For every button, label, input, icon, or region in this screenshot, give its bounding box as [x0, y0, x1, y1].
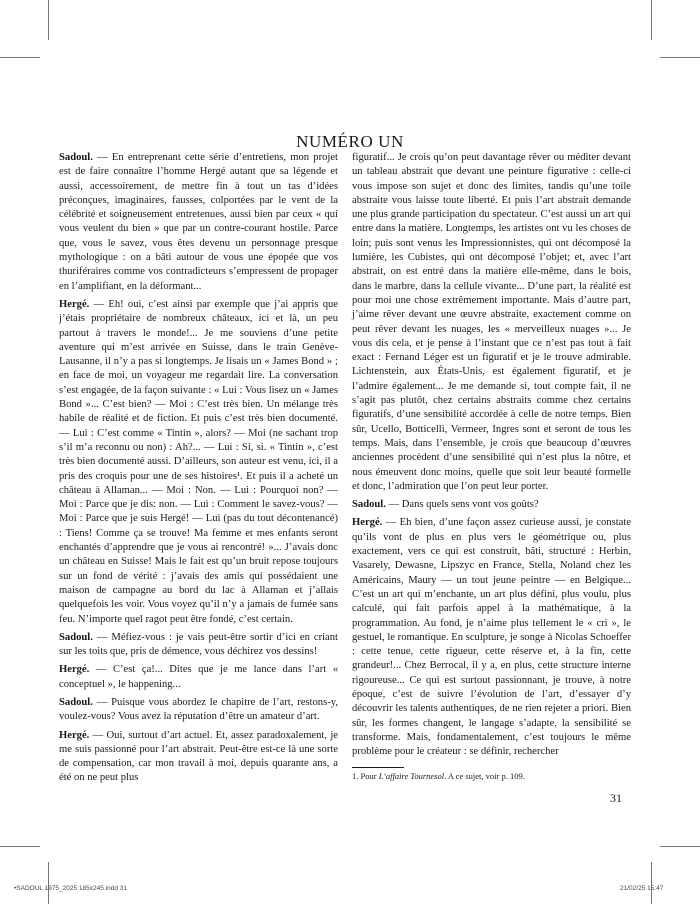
print-slug-file: •SADOUL 1975_2025 185x245.indd 31: [14, 885, 127, 892]
paragraph: [59, 298, 338, 627]
paragraph-text: — Méfiez-vous : je vais peut-être sortir d’ici en criant sur les toits que, pris de démence, vous déchirez vos dessins!: [59, 631, 338, 658]
paragraph-text: — C’est ça!... Dites que je me lance dans l’art « conceptuel », le happening...: [59, 664, 338, 690]
speaker-name: Hergé.: [59, 664, 90, 676]
page-title: NUMÉRO UN: [296, 132, 404, 152]
paragraph: [59, 696, 338, 725]
paragraph-text: — En entreprenant cette série d’entretiens, mon projet est de faire connaître l’homme Hergé autant que sa légende et aussi, accessoirement, de mettre fin à tout un tas d’idées préconçues, imaginaires, fausses, colportées par le vent de la célébrité et soigneusement entretenues, aussi bien par ceux « qui vous veulent du bien » que par un contre-courant hostile. Parce que, vous le savez, vous êtes devenu un personnage presque mythologique : on a bâti autour de vous une épopée que vos thuriféraires comme vos contradicteurs s’empressent de propager en l’amplifiant, en la déformant...: [59, 152, 338, 292]
paragraph-text: — Oui, surtout d’art actuel. Et, assez paradoxalement, je me suis passionné pour l’art abstrait. Peut-être est-ce là une sorte de compensation, car mon travail à moi, depuis quarante ans, a été on ne peut plus: [59, 729, 338, 784]
footnote-text-after: . A ce sujet, voir p. 109.: [444, 771, 525, 781]
left-column: [59, 151, 338, 790]
page-number: 31: [610, 791, 622, 805]
paragraph: [59, 729, 338, 786]
crop-mark: [0, 846, 40, 847]
paragraph: [59, 663, 338, 692]
footnote-rule: [352, 767, 404, 768]
speaker-name: Sadoul.: [59, 696, 93, 708]
footnote-text: Pour: [358, 771, 379, 781]
crop-mark: [0, 57, 40, 58]
paragraph-text: figuratif... Je crois qu’on peut davantage rêver ou méditer devant un tableau abstrait que devant une peinture figurative : celle-ci vous impose son sujet et donc des limites, tandis qu’une toile abstraite vous laisse toute liberté. Et puis l’art abstrait demande une plus grande participation du spectateur. C’est aussi un art qui entre dans la matière. Longtemps, les artistes ont vu les choses de loin; puis sont venus les Impressionnistes, qui ont décomposé la lumière, les Cubistes, qui ont décomposé l’objet; et, avec l’art abstrait, on est entré dans la matière elle-même, dans le bois, dans le marbre, dans la cellule vivante... D’une part, la réalité est pour moi une chose extrêmement importante. Mais d’autre part, j’aime rêver devant une œuvre abstraite, exactement comme on peut rêver devant les nuages, les « merveilleux nuages »... Je vous dis cela, et je pense à l’instant que ce n’est pas tout à fait exact : Fernand Léger est un figuratif et je le trouve admirable. Lichtenstein, aux États-Unis, est également figuratif, et je l’admire également... Je me demande si, tout compte fait, il ne s’agit pas plutôt, chez certains abstraits comme chez certains figuratifs, d’une sensibilité accordée à celle de notre temps. Bien sûr, Ucello, Botticelli, Vermeer, Ingres sont et seront de tous les temps. Mais, dans l’ensemble, je crois que beaucoup d’œuvres anciennes procèdent d’une sensibilité qui n’est plus la nôtre, et nous émeuvent donc moins, quelle que soit leur beauté formelle et donc, l’admiration que l’on peut leur porter.: [352, 152, 631, 492]
crop-mark: [651, 862, 652, 904]
paragraph: [352, 516, 631, 759]
speaker-name: Hergé.: [352, 517, 383, 529]
paragraph-text: — Eh! oui, c’est ainsi par exemple que j’ai appris que j’étais propriétaire de nombreux châteaux, ici et là, un peu partout à travers le monde!... Je me souviens d’une petite aventure qui m’est arrivée en Suisse, dans le train Genève-Lausanne, il n’y a pas si longtemps. Je lisais un « James Bond » ; en face de moi, un voyageur me regardait lire. La conversation s’est engagée, de la façon suivante : « Lui : Vous lisez un « James Bond »... C’est bien? — Moi : C’est très bien. Un mélange très habile de réalité et de fiction. Et puis c’est très bien documenté. — Lui : C’est comme « Tintin », alors? — Moi (ne sachant trop s’il m’a reconnu ou non) : Ah?... — Lui : Si, si. « Tintin », c’est très bien documenté aussi. D’ailleurs, son auteur est venu, ici, il a pris des croquis pour une de ses histoires¹. Et puis il a acheté un château à Allaman... — Moi : Non. — Lui : Pourquoi non? — Moi : Parce que je dis: non. — Lui : Comment le savez-vous? — Moi : Parce que je suis Hergé! — Lui (pas du tout décontenancé) : Tiens! Comme ça se trouve! Ma femme et mes enfants seront enchantés d’apprendre que je vous ai rencontré! »... J’avais donc un château en Suisse! Mais le fait est qu’un bruit repose toujours sur un fond de vérité : j’avais des amis qui possédaient une maison de campagne au bord du lac à Allaman et j’allais quelquefois les voir. Vous voyez qu’il n’y a jamais de fumée sans feu. N’importe quel ragot peut être fondé, c’est certain.: [59, 298, 338, 625]
paragraph: [352, 498, 631, 512]
paragraph: [59, 631, 338, 660]
speaker-name: Sadoul.: [59, 631, 93, 643]
paragraph-text: — Dans quels sens vont vos goûts?: [385, 499, 539, 511]
paragraph: [352, 151, 631, 494]
crop-mark: [651, 0, 652, 40]
paragraph: [59, 151, 338, 294]
speaker-name: Sadoul.: [59, 152, 93, 163]
footnote-number: 1.: [352, 771, 359, 781]
crop-mark: [660, 57, 700, 58]
paragraph-text: — Eh bien, d’une façon assez curieuse aussi, je constate qu’ils vont de plus en plus vers le géométrique ou, plus exactement, vers ce qui est construit, bâti, structuré : Herbin, Vasarely, Dewasne, Lipszyc en France, Stella, Noland chez les Américains, Maury — un tout jeune peintre — en Belgique... C’est un art qui m’enchante, un art plus défini, plus voulu, plus calculé, qui fait parfois appel à la mathématique, à la programmation. Au fond, je n’aime plus tellement le « cri », le gestuel, le romantique. En sculpture, je songe à Nicolas Schoeffer : cette tenue, cette rigueur, cette réserve et, à la fin, cette grandeur!... Chez Berrocal, il y a, en plus, cette structure interne rigoureuse... Ce qui est surtout passionnant, je trouve, à notre époque, c’est de suivre l’évolution de l’art, d’essayer d’y découvrir les talents authentiques, de ne rien rejeter a priori. Bien sûr, les formes changent, le langage s’adapte, la sensibilité se transforme. Mais, fondamentalement, c’est toujours le même problème pour le créateur : se définir, rechercher: [352, 517, 631, 758]
speaker-name: Sadoul.: [352, 499, 386, 511]
footnote-italic-title: L’affaire Tournesol: [378, 771, 445, 781]
crop-mark: [48, 0, 49, 40]
crop-mark: [48, 862, 49, 904]
crop-mark: [660, 846, 700, 847]
paragraph-text: — Puisque vous abordez le chapitre de l’art, restons-y, voulez-vous? Vous avez la réputation d’être un amateur d’art.: [59, 696, 338, 723]
print-slug-date: 21/02/25 15:47: [620, 885, 664, 892]
speaker-name: Hergé.: [59, 729, 90, 741]
footnote: [352, 771, 652, 782]
right-column: [352, 151, 631, 763]
speaker-name: Hergé.: [59, 298, 90, 310]
